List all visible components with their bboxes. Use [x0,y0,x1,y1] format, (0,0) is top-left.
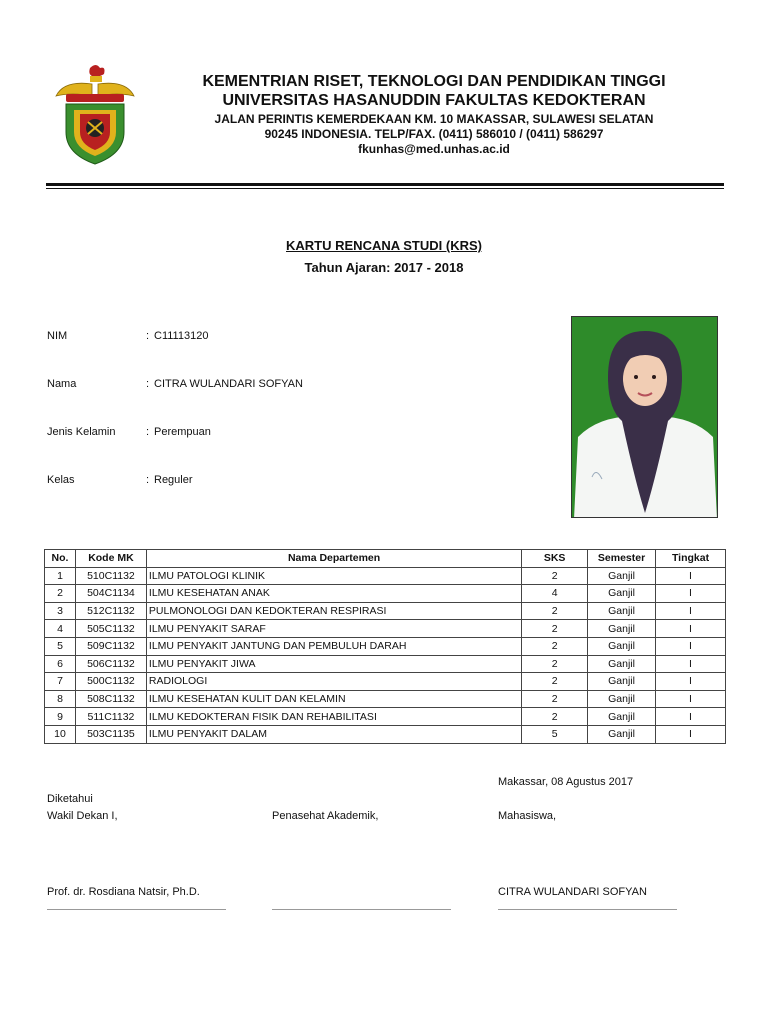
row-level: I [656,620,726,638]
nim-label: NIM [47,330,68,342]
row-level: I [656,690,726,708]
row-level: I [656,585,726,603]
separator: : [146,378,150,390]
row-code: 505C1132 [75,620,146,638]
name-label: Nama [47,378,77,390]
row-level: I [656,602,726,620]
header-divider-thick [46,183,724,186]
student-portrait-icon [572,317,718,518]
table-row [45,708,726,726]
row-code: 506C1132 [75,655,146,673]
vice-dean-title: Wakil Dekan I, [47,810,118,822]
row-semester: Ganjil [588,708,656,726]
row-level: I [656,708,726,726]
row-sks: 2 [522,637,588,655]
row-department: ILMU KEDOKTERAN FISIK DAN REHABILITASI [146,708,521,726]
row-sks: 2 [522,655,588,673]
header-divider-thin [46,188,724,189]
row-no: 10 [45,725,76,743]
row-sks: 2 [522,673,588,691]
vice-dean-signature-line [47,909,226,910]
row-sks: 2 [522,567,588,585]
row-level: I [656,637,726,655]
header-department: Nama Departemen [146,550,521,568]
row-semester: Ganjil [588,637,656,655]
student-title: Mahasiswa, [498,810,557,822]
advisor-title: Penasehat Akademik, [272,810,379,822]
row-no: 3 [45,602,76,620]
row-level: I [656,655,726,673]
header-no: No. [45,550,76,568]
class-value: Reguler [154,474,193,486]
nim-value: C11113120 [154,330,209,342]
row-code: 509C1132 [75,637,146,655]
header-level: Tingkat [656,550,726,568]
row-semester: Ganjil [588,690,656,708]
row-semester: Ganjil [588,585,656,603]
row-no: 4 [45,620,76,638]
document-title: KARTU RENCANA STUDI (KRS) [286,238,482,253]
row-level: I [656,673,726,691]
table-row [45,690,726,708]
faculty-name: UNIVERSITAS HASANUDDIN FAKULTAS KEDOKTERAN [222,92,646,109]
name-value: CITRA WULANDARI SOFYAN [154,378,303,390]
header-sks: SKS [522,550,588,568]
row-department: ILMU PENYAKIT JANTUNG DAN PEMBULUH DARAH [146,637,521,655]
row-no: 2 [45,585,76,603]
row-code: 503C1135 [75,725,146,743]
row-no: 5 [45,637,76,655]
row-code: 500C1132 [75,673,146,691]
row-department: ILMU PENYAKIT SARAF [146,620,521,638]
table-row [45,725,726,743]
row-semester: Ganjil [588,620,656,638]
separator: : [146,330,150,342]
row-code: 511C1132 [75,708,146,726]
row-department: ILMU PATOLOGI KLINIK [146,567,521,585]
row-sks: 2 [522,602,588,620]
table-row [45,585,726,603]
row-semester: Ganjil [588,725,656,743]
advisor-signature-line [272,909,451,910]
academic-year: Tahun Ajaran: 2017 - 2018 [304,260,464,275]
table-row [45,673,726,691]
row-department: RADIOLOGI [146,673,521,691]
table-header-row [45,550,726,568]
row-no: 9 [45,708,76,726]
row-code: 510C1132 [75,567,146,585]
row-semester: Ganjil [588,567,656,585]
row-code: 512C1132 [75,602,146,620]
row-department: ILMU PENYAKIT DALAM [146,725,521,743]
row-sks: 2 [522,708,588,726]
university-logo-icon [52,62,138,166]
class-label: Kelas [47,474,75,486]
ministry-name: KEMENTRIAN RISET, TEKNOLOGI DAN PENDIDIKAN TINGGI [202,73,666,90]
row-sks: 5 [522,725,588,743]
table-row [45,567,726,585]
table-row [45,655,726,673]
row-department: ILMU KESEHATAN ANAK [146,585,521,603]
header-semester: Semester [588,550,656,568]
row-no: 8 [45,690,76,708]
table-row [45,620,726,638]
row-semester: Ganjil [588,602,656,620]
address-line: JALAN PERINTIS KEMERDEKAAN KM. 10 MAKASSAR, SULAWESI SELATAN [214,112,654,126]
row-level: I [656,567,726,585]
student-signature-line [498,909,677,910]
gender-value: Perempuan [154,426,211,438]
phone-line: 90245 INDONESIA. TELP/FAX. (0411) 586010 / (0411) 586297 [264,127,604,141]
row-sks: 2 [522,620,588,638]
gender-label: Jenis Kelamin [47,426,116,438]
row-semester: Ganjil [588,673,656,691]
row-sks: 2 [522,690,588,708]
table-row [45,637,726,655]
known-label: Diketahui [47,793,93,805]
vice-dean-name: Prof. dr. Rosdiana Natsir, Ph.D. [47,886,200,898]
row-department: ILMU KESEHATAN KULIT DAN KELAMIN [146,690,521,708]
row-department: PULMONOLOGI DAN KEDOKTERAN RESPIRASI [146,602,521,620]
row-code: 508C1132 [75,690,146,708]
row-level: I [656,725,726,743]
student-name: CITRA WULANDARI SOFYAN [498,886,647,898]
row-no: 6 [45,655,76,673]
email-line: fkunhas@med.unhas.ac.id [358,142,510,156]
separator: : [146,474,150,486]
row-no: 7 [45,673,76,691]
row-code: 504C1134 [75,585,146,603]
row-sks: 4 [522,585,588,603]
table-row [45,602,726,620]
place-date: Makassar, 08 Agustus 2017 [498,776,634,788]
row-semester: Ganjil [588,655,656,673]
letterhead [145,72,723,157]
row-no: 1 [45,567,76,585]
student-photo [571,316,718,518]
header-code: Kode MK [75,550,146,568]
course-table [44,549,726,744]
row-department: ILMU PENYAKIT JIWA [146,655,521,673]
separator: : [146,426,150,438]
